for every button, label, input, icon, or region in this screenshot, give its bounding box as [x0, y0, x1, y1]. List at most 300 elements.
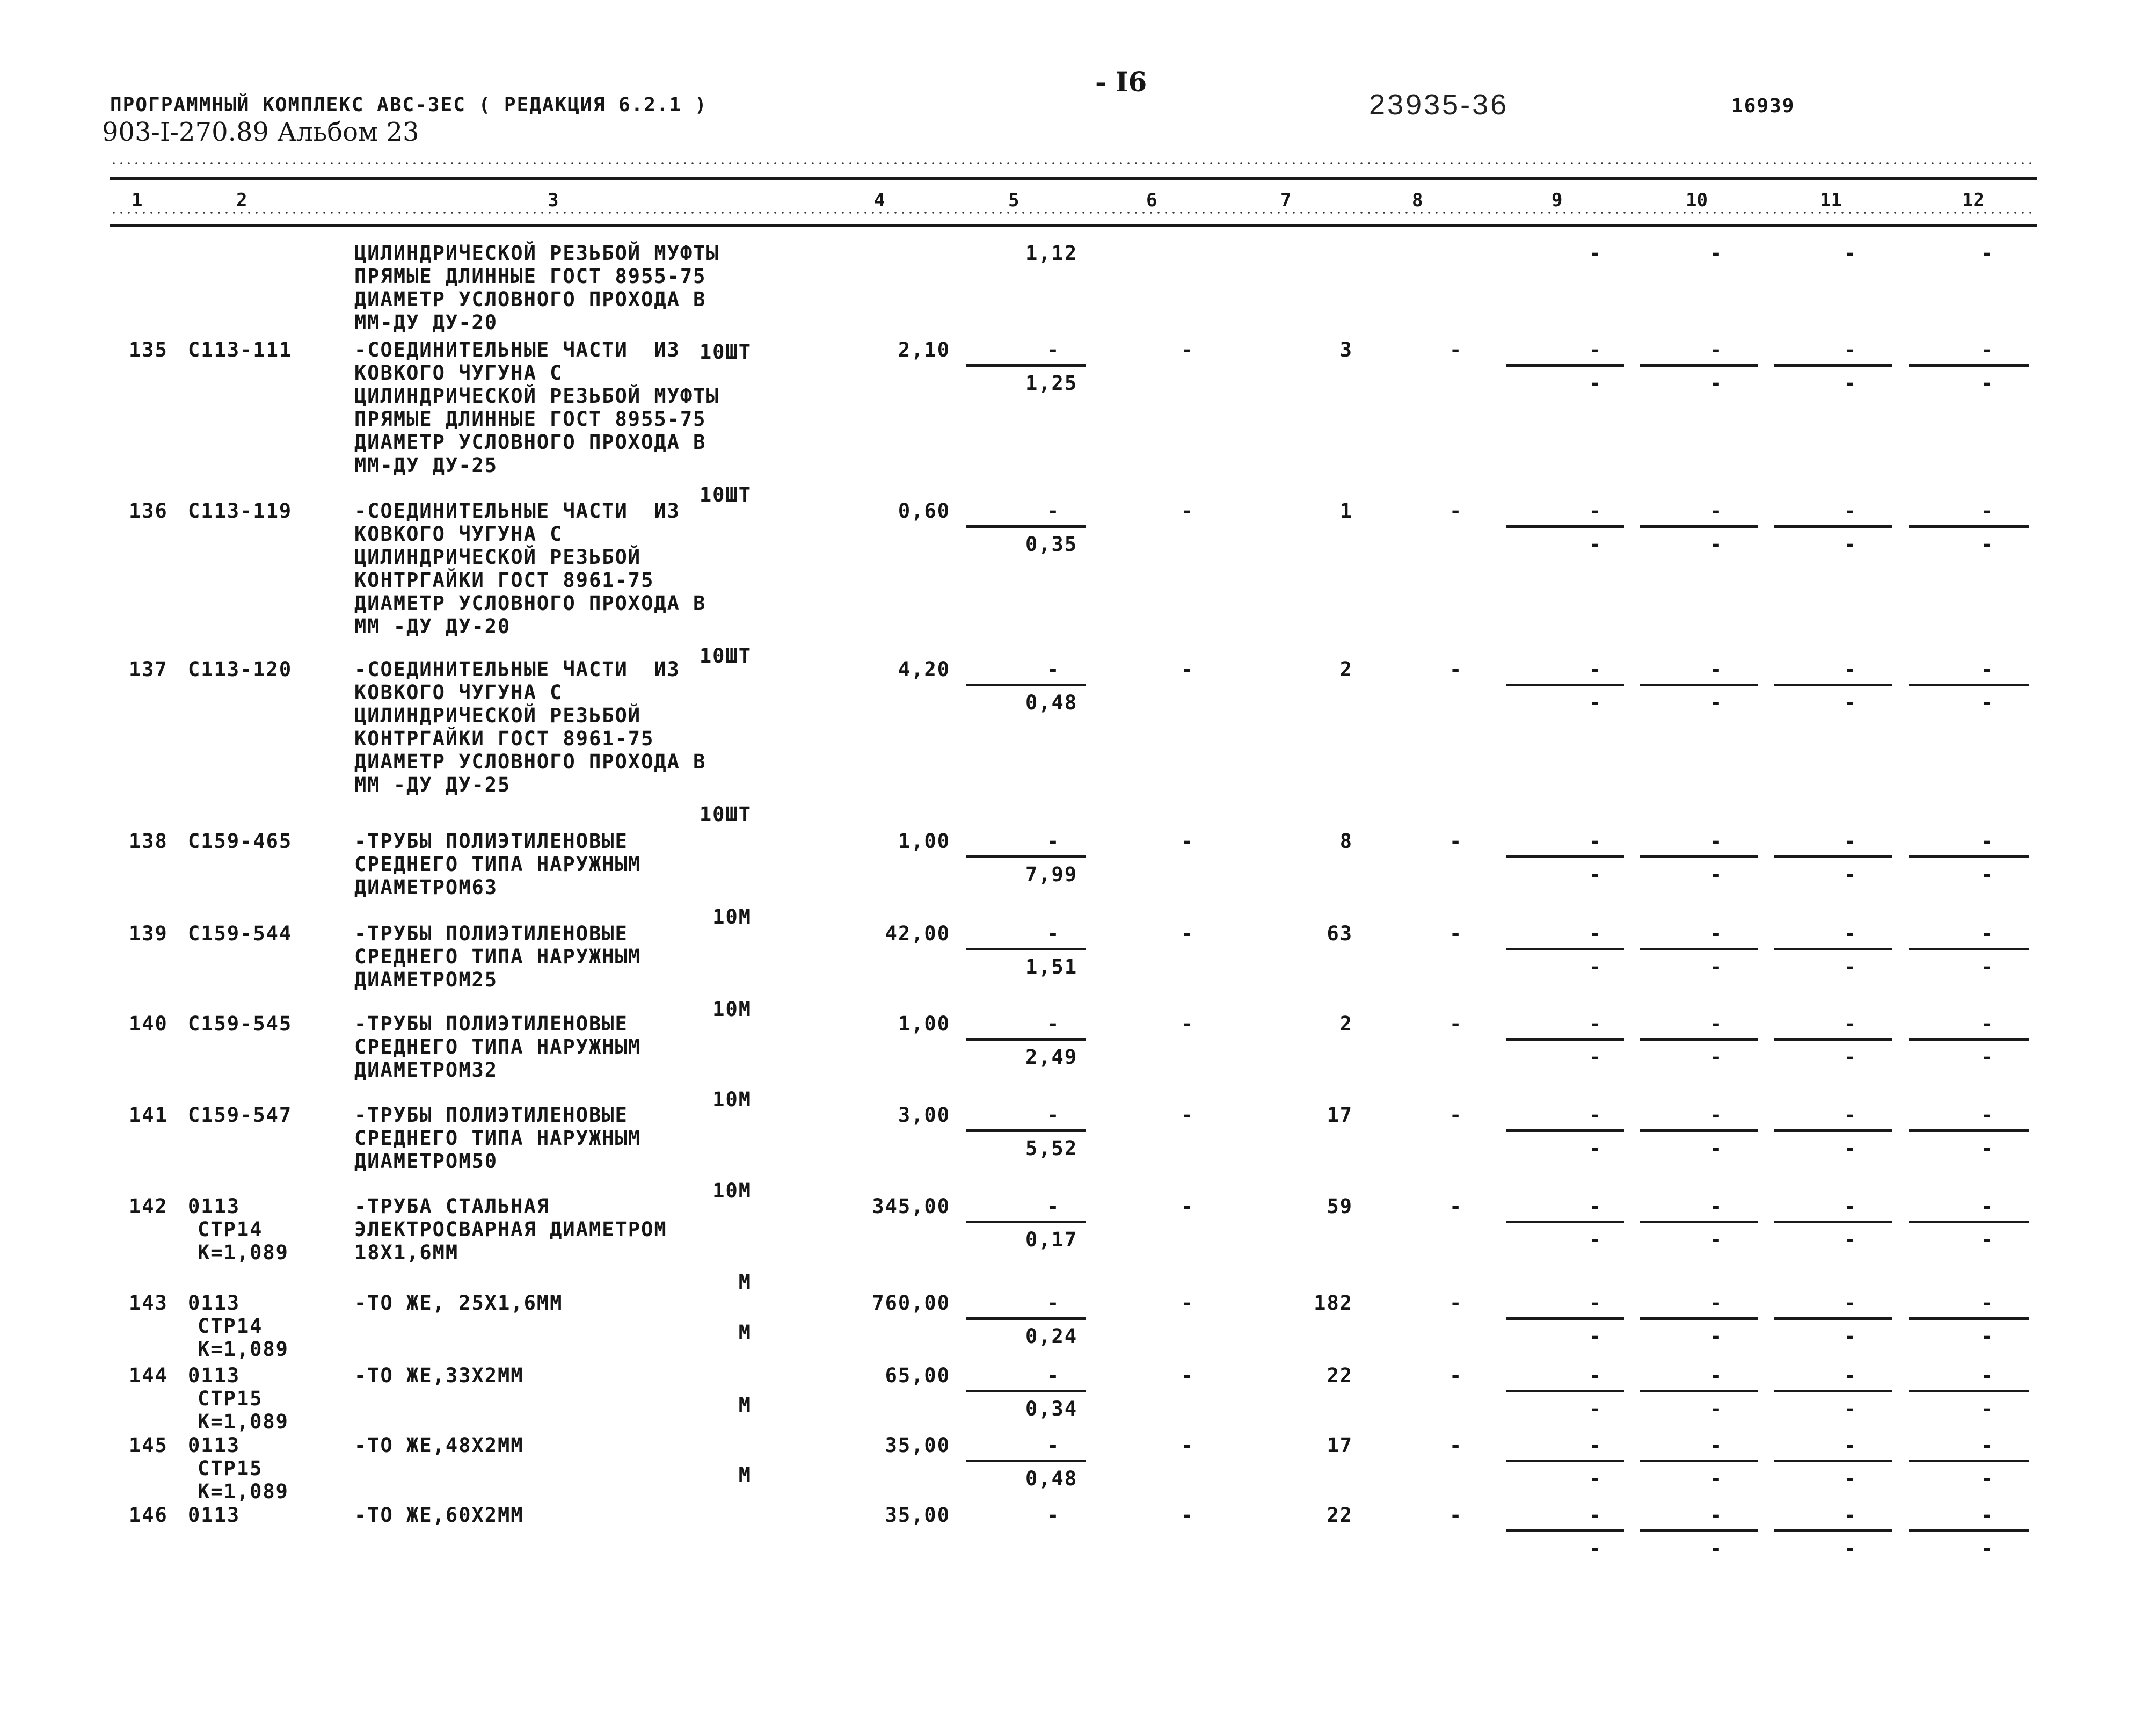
c10-divider [1640, 1390, 1758, 1392]
c11-top: - [1844, 1195, 1858, 1218]
c12-bottom: - [1981, 955, 1994, 978]
c12-top: - [1981, 338, 1994, 361]
row-number: 139 [129, 922, 168, 945]
c10-top: - [1710, 658, 1723, 681]
work-description: КОВКОГО ЧУГУНА С [354, 522, 563, 546]
c10-top: - [1710, 1291, 1723, 1315]
col5-divider [966, 525, 1086, 528]
col6-value: - [1181, 1504, 1194, 1527]
work-description: КОВКОГО ЧУГУНА С [354, 681, 563, 704]
work-description: СРЕДНЕГО ТИПА НАРУЖНЫМ [354, 853, 642, 876]
col8-value: - [1450, 1012, 1463, 1035]
c10-top: - [1710, 1012, 1723, 1035]
c11-bottom: - [1844, 1467, 1858, 1490]
c9-top: - [1589, 1504, 1603, 1527]
c11-divider [1774, 1221, 1892, 1223]
c12-top: - [1981, 658, 1994, 681]
header-bottom-rule [110, 224, 2037, 227]
unit-of-measure: 10ШТ [699, 340, 752, 364]
column-number-11: 11 [1820, 190, 1842, 211]
col7-value: 2 [1339, 658, 1353, 681]
work-description: -ТРУБЫ ПОЛИЭТИЛЕНОВЫЕ [354, 1104, 628, 1127]
quantity-value: 345,00 [872, 1195, 950, 1218]
col6-value: - [1181, 1434, 1194, 1457]
album-title: 903-I-270.89 Альбом 23 [102, 117, 419, 147]
c11-bottom: - [1844, 1537, 1858, 1560]
col8-value: - [1450, 1504, 1463, 1527]
col5-bottom: 2,49 [1025, 1046, 1078, 1069]
c12-top: - [1981, 1012, 1994, 1035]
col8-value: - [1450, 658, 1463, 681]
rate-code: 0113 [188, 1195, 241, 1218]
c9-divider [1506, 684, 1624, 686]
column-number-9: 9 [1552, 190, 1563, 211]
col5-top: - [1047, 1291, 1060, 1315]
c12-bottom: - [1981, 1046, 1994, 1069]
work-description: КОВКОГО ЧУГУНА С [354, 361, 563, 384]
row-number: 138 [129, 830, 168, 853]
c12-top: - [1981, 1291, 1994, 1315]
work-description: СРЕДНЕГО ТИПА НАРУЖНЫМ [354, 1127, 642, 1150]
col5-divider [966, 1038, 1086, 1041]
rate-code: С159-465 [188, 830, 293, 853]
rate-code: 0113 [188, 1291, 241, 1315]
c10-top: - [1710, 1195, 1723, 1218]
quantity-value: 1,00 [898, 830, 950, 853]
header-top-rule [110, 177, 2037, 180]
c11-divider [1774, 1460, 1892, 1462]
work-description: КОНТРГАЙКИ ГОСТ 8961-75 [354, 569, 654, 592]
c10-bottom: - [1710, 372, 1723, 395]
c10-divider [1640, 855, 1758, 858]
c11-bottom: - [1844, 955, 1858, 978]
c10-bottom: - [1710, 533, 1723, 556]
c12-top: - [1981, 242, 1994, 265]
col8-value: - [1450, 1291, 1463, 1315]
c12-top: - [1981, 1195, 1994, 1218]
c9-divider [1506, 855, 1624, 858]
column-number-1: 1 [132, 190, 143, 211]
quantity-value: 760,00 [872, 1291, 950, 1315]
column-number-7: 7 [1280, 190, 1292, 211]
c11-top: - [1844, 1012, 1858, 1035]
work-description: 18Х1,6ММ [354, 1241, 459, 1264]
quantity-value: 35,00 [885, 1434, 950, 1457]
work-description: ДИАМЕТРОМ32 [354, 1058, 498, 1081]
c10-divider [1640, 1317, 1758, 1320]
page-number: - I6 [1095, 66, 1147, 98]
c12-top: - [1981, 1364, 1994, 1387]
col5-divider [966, 684, 1086, 686]
c10-top: - [1710, 1504, 1723, 1527]
col6-value: - [1181, 922, 1194, 945]
quantity-value: 1,00 [898, 1012, 950, 1035]
work-description: ЭЛЕКТРОСВАРНАЯ ДИАМЕТРОМ [354, 1218, 667, 1241]
c10-bottom: - [1710, 1467, 1723, 1490]
work-description: ДИАМЕТРОМ25 [354, 968, 498, 991]
c11-divider [1774, 525, 1892, 528]
c10-bottom: - [1710, 1228, 1723, 1251]
col5-divider [966, 1390, 1086, 1392]
row-number: 146 [129, 1504, 168, 1527]
c10-bottom: - [1710, 1137, 1723, 1160]
c12-bottom: - [1981, 1467, 1994, 1490]
c10-divider [1640, 948, 1758, 950]
col8-value: - [1450, 1195, 1463, 1218]
c12-divider [1909, 525, 2029, 528]
c9-bottom: - [1589, 691, 1603, 714]
header-dotted-rule [110, 162, 2037, 164]
row-number: 144 [129, 1364, 168, 1387]
col5-bottom: 1,25 [1025, 372, 1078, 395]
col8-value: - [1450, 830, 1463, 853]
c9-bottom: - [1589, 533, 1603, 556]
col6-value: - [1181, 499, 1194, 522]
row-number: 140 [129, 1012, 168, 1035]
c9-top: - [1589, 1195, 1603, 1218]
unit-of-measure: М [738, 1393, 752, 1417]
c11-top: - [1844, 658, 1858, 681]
c11-divider [1774, 1038, 1892, 1041]
col5-top: - [1047, 1104, 1060, 1127]
work-description: ЦИЛИНДРИЧЕСКОЙ РЕЗЬБОЙ МУФТЫ [354, 384, 719, 408]
c11-divider [1774, 1529, 1892, 1532]
c9-divider [1506, 1390, 1624, 1392]
quantity-value: 42,00 [885, 922, 950, 945]
c10-top: - [1710, 1364, 1723, 1387]
c9-divider [1506, 1317, 1624, 1320]
col6-value: - [1181, 1291, 1194, 1315]
col7-value: 8 [1339, 830, 1353, 853]
work-description: ДИАМЕТР УСЛОВНОГО ПРОХОДА В [354, 288, 706, 311]
c12-top: - [1981, 1434, 1994, 1457]
c9-bottom: - [1589, 372, 1603, 395]
c10-divider [1640, 1038, 1758, 1041]
col5-bottom: 0,48 [1025, 1467, 1078, 1490]
work-description: -СОЕДИНИТЕЛЬНЫЕ ЧАСТИ ИЗ [354, 658, 680, 681]
work-description: ЦИЛИНДРИЧЕСКОЙ РЕЗЬБОЙ МУФТЫ [354, 242, 719, 265]
c9-divider [1506, 1129, 1624, 1132]
col6-value: - [1181, 830, 1194, 853]
unit-of-measure: 10М [712, 1179, 752, 1202]
c12-divider [1909, 1390, 2029, 1392]
quantity-value: 35,00 [885, 1504, 950, 1527]
col8-value: - [1450, 338, 1463, 361]
c12-top: - [1981, 499, 1994, 522]
c9-top: - [1589, 242, 1603, 265]
row-number: 145 [129, 1434, 168, 1457]
col5-bottom: 0,24 [1025, 1325, 1078, 1348]
c10-top: - [1710, 499, 1723, 522]
c11-divider [1774, 684, 1892, 686]
c11-top: - [1844, 1364, 1858, 1387]
work-description: -ТРУБА СТАЛЬНАЯ [354, 1195, 550, 1218]
c10-bottom: - [1710, 955, 1723, 978]
c12-top: - [1981, 1504, 1994, 1527]
c11-top: - [1844, 1104, 1858, 1127]
unit-of-measure: М [738, 1271, 752, 1294]
work-description: -ТО ЖЕ,48Х2ММ [354, 1434, 524, 1457]
row-number: 142 [129, 1195, 168, 1218]
work-description: СРЕДНЕГО ТИПА НАРУЖНЫМ [354, 945, 642, 968]
work-description: ММ -ДУ ДУ-25 [354, 773, 511, 796]
work-description: ДИАМЕТРОМ50 [354, 1150, 498, 1173]
col5-bottom: 0,34 [1025, 1397, 1078, 1420]
work-description: -ТРУБЫ ПОЛИЭТИЛЕНОВЫЕ [354, 830, 628, 853]
rate-code: С113-120 [188, 658, 293, 681]
col5-top: - [1047, 922, 1060, 945]
work-description: ДИАМЕТР УСЛОВНОГО ПРОХОДА В [354, 592, 706, 615]
c11-bottom: - [1844, 533, 1858, 556]
c9-bottom: - [1589, 1325, 1603, 1348]
c10-top: - [1710, 1104, 1723, 1127]
rate-code: К=1,089 [198, 1338, 289, 1361]
col7-value: 17 [1327, 1104, 1353, 1127]
column-number-3: 3 [548, 190, 559, 211]
c11-bottom: - [1844, 691, 1858, 714]
work-description: ММ -ДУ ДУ-20 [354, 615, 511, 638]
col5-bottom: 0,35 [1025, 533, 1078, 556]
col8-value: - [1450, 499, 1463, 522]
c10-bottom: - [1710, 1537, 1723, 1560]
rate-code: К=1,089 [198, 1480, 289, 1503]
col8-value: - [1450, 1364, 1463, 1387]
c12-bottom: - [1981, 1397, 1994, 1420]
col6-value: - [1181, 1012, 1194, 1035]
c9-top: - [1589, 338, 1603, 361]
unit-of-measure: 10ШТ [699, 803, 752, 826]
c10-divider [1640, 1460, 1758, 1462]
work-description: ММ-ДУ ДУ-25 [354, 454, 498, 477]
c11-divider [1774, 948, 1892, 950]
c12-divider [1909, 1460, 2029, 1462]
c11-bottom: - [1844, 1397, 1858, 1420]
rate-code: 0113 [188, 1364, 241, 1387]
c9-top: - [1589, 658, 1603, 681]
col5-top: - [1047, 1195, 1060, 1218]
c12-bottom: - [1981, 1228, 1994, 1251]
col5-divider [966, 1129, 1086, 1132]
c10-divider [1640, 1129, 1758, 1132]
c11-divider [1774, 855, 1892, 858]
column-number-4: 4 [874, 190, 885, 211]
c12-bottom: - [1981, 1537, 1994, 1560]
unit-of-measure: 10М [712, 1088, 752, 1111]
c9-top: - [1589, 1291, 1603, 1315]
c12-divider [1909, 948, 2029, 950]
c11-bottom: - [1844, 863, 1858, 886]
quantity-value: 2,10 [898, 338, 950, 361]
rate-code: 0113 [188, 1504, 241, 1527]
work-description: ДИАМЕТР УСЛОВНОГО ПРОХОДА В [354, 431, 706, 454]
rate-code: К=1,089 [198, 1241, 289, 1264]
c12-divider [1909, 1129, 2029, 1132]
unit-of-measure: 10М [712, 998, 752, 1021]
c12-top: - [1981, 1104, 1994, 1127]
work-description: -ТО ЖЕ, 25Х1,6ММ [354, 1291, 563, 1315]
col7-value: 182 [1314, 1291, 1353, 1315]
c9-divider [1506, 948, 1624, 950]
rate-code: СТР15 [198, 1387, 263, 1410]
col6-value: - [1181, 1364, 1194, 1387]
col6-value: - [1181, 338, 1194, 361]
work-description: ЦИЛИНДРИЧЕСКОЙ РЕЗЬБОЙ [354, 704, 642, 727]
c11-bottom: - [1844, 372, 1858, 395]
c10-top: - [1710, 830, 1723, 853]
col6-value: - [1181, 1104, 1194, 1127]
c12-top: - [1981, 830, 1994, 853]
c9-divider [1506, 1460, 1624, 1462]
column-number-2: 2 [236, 190, 247, 211]
c10-bottom: - [1710, 1325, 1723, 1348]
col5-divider [966, 948, 1086, 950]
rate-code: К=1,089 [198, 1410, 289, 1433]
unit-of-measure: 10М [712, 905, 752, 928]
rate-code: 0113 [188, 1434, 241, 1457]
column-number-8: 8 [1412, 190, 1423, 211]
col5-top: - [1047, 1434, 1060, 1457]
c12-bottom: - [1981, 691, 1994, 714]
row-number: 135 [129, 338, 168, 361]
quantity-value: 0,60 [898, 499, 950, 522]
col6-value: - [1181, 1195, 1194, 1218]
work-description: ММ-ДУ ДУ-20 [354, 311, 498, 334]
c9-top: - [1589, 1104, 1603, 1127]
col5-top: - [1047, 658, 1060, 681]
col5-top: - [1047, 1504, 1060, 1527]
c9-bottom: - [1589, 1046, 1603, 1069]
c12-divider [1909, 364, 2029, 367]
c9-divider [1506, 1038, 1624, 1041]
c11-top: - [1844, 242, 1858, 265]
c9-divider [1506, 1529, 1624, 1532]
rate-code: СТР14 [198, 1218, 263, 1241]
col5-top: - [1047, 830, 1060, 853]
c10-divider [1640, 525, 1758, 528]
c10-bottom: - [1710, 691, 1723, 714]
c9-top: - [1589, 830, 1603, 853]
c9-bottom: - [1589, 863, 1603, 886]
col8-value: - [1450, 1104, 1463, 1127]
col5-divider [966, 1460, 1086, 1462]
unit-of-measure: М [738, 1321, 752, 1344]
rate-code: С113-119 [188, 499, 293, 522]
work-description: СРЕДНЕГО ТИПА НАРУЖНЫМ [354, 1035, 642, 1058]
col7-value: 2 [1339, 1012, 1353, 1035]
column-number-10: 10 [1686, 190, 1708, 211]
c12-bottom: - [1981, 1325, 1994, 1348]
work-description: ПРЯМЫЕ ДЛИННЫЕ ГОСТ 8955-75 [354, 265, 706, 288]
c9-top: - [1589, 1434, 1603, 1457]
c11-top: - [1844, 830, 1858, 853]
c10-bottom: - [1710, 1397, 1723, 1420]
c10-top: - [1710, 922, 1723, 945]
col7-value: 1 [1339, 499, 1353, 522]
col8-value: - [1450, 922, 1463, 945]
c10-top: - [1710, 338, 1723, 361]
work-description: -ТО ЖЕ,60Х2ММ [354, 1504, 524, 1527]
rate-code: С113-111 [188, 338, 293, 361]
c11-divider [1774, 1317, 1892, 1320]
col5-bottom: 1,51 [1025, 955, 1078, 978]
col5-divider [966, 1317, 1086, 1320]
rate-code: СТР15 [198, 1457, 263, 1480]
quantity-value: 4,20 [898, 658, 950, 681]
c11-top: - [1844, 499, 1858, 522]
quantity-value: 3,00 [898, 1104, 950, 1127]
c12-divider [1909, 1221, 2029, 1223]
col7-value: 17 [1327, 1434, 1353, 1457]
row-number: 141 [129, 1104, 168, 1127]
col5-bottom: 0,48 [1025, 691, 1078, 714]
c11-divider [1774, 364, 1892, 367]
unit-of-measure: М [738, 1463, 752, 1486]
col5-top: - [1047, 1364, 1060, 1387]
c11-bottom: - [1844, 1137, 1858, 1160]
c11-top: - [1844, 1504, 1858, 1527]
c12-divider [1909, 855, 2029, 858]
c9-bottom: - [1589, 1467, 1603, 1490]
col5-divider [966, 364, 1086, 367]
c12-divider [1909, 1038, 2029, 1041]
col6-value: - [1181, 658, 1194, 681]
c12-bottom: - [1981, 533, 1994, 556]
work-description: -ТРУБЫ ПОЛИЭТИЛЕНОВЫЕ [354, 922, 628, 945]
c10-bottom: - [1710, 863, 1723, 886]
work-description: КОНТРГАЙКИ ГОСТ 8961-75 [354, 727, 654, 750]
unit-of-measure: 10ШТ [699, 483, 752, 506]
col5-divider [966, 1221, 1086, 1223]
c12-bottom: - [1981, 863, 1994, 886]
c12-bottom: - [1981, 372, 1994, 395]
rate-code: С159-545 [188, 1012, 293, 1035]
col5-bottom: 5,52 [1025, 1137, 1078, 1160]
col5-bottom: 1,12 [1025, 242, 1078, 265]
c9-bottom: - [1589, 1397, 1603, 1420]
col7-value: 63 [1327, 922, 1353, 945]
c9-bottom: - [1589, 1137, 1603, 1160]
row-number: 137 [129, 658, 168, 681]
work-description: ДИАМЕТР УСЛОВНОГО ПРОХОДА В [354, 750, 706, 773]
col5-top: - [1047, 338, 1060, 361]
col5-top: - [1047, 1012, 1060, 1035]
c10-divider [1640, 684, 1758, 686]
c11-top: - [1844, 338, 1858, 361]
col7-value: 59 [1327, 1195, 1353, 1218]
c12-divider [1909, 684, 2029, 686]
work-description: ЦИЛИНДРИЧЕСКОЙ РЕЗЬБОЙ [354, 546, 642, 569]
c11-top: - [1844, 1434, 1858, 1457]
work-description: -ТО ЖЕ,33Х2ММ [354, 1364, 524, 1387]
c11-divider [1774, 1129, 1892, 1132]
c11-bottom: - [1844, 1046, 1858, 1069]
c11-bottom: - [1844, 1325, 1858, 1348]
quantity-value: 65,00 [885, 1364, 950, 1387]
row-number: 143 [129, 1291, 168, 1315]
column-number-12: 12 [1962, 190, 1984, 211]
c12-divider [1909, 1317, 2029, 1320]
c10-divider [1640, 1529, 1758, 1532]
c11-bottom: - [1844, 1228, 1858, 1251]
col7-value: 22 [1327, 1364, 1353, 1387]
col5-bottom: 7,99 [1025, 863, 1078, 886]
c12-top: - [1981, 922, 1994, 945]
c9-top: - [1589, 1012, 1603, 1035]
document-code: 23935-36 [1369, 89, 1509, 121]
rate-code: С159-544 [188, 922, 293, 945]
c10-divider [1640, 364, 1758, 367]
header-dotted-separator [110, 212, 2037, 214]
